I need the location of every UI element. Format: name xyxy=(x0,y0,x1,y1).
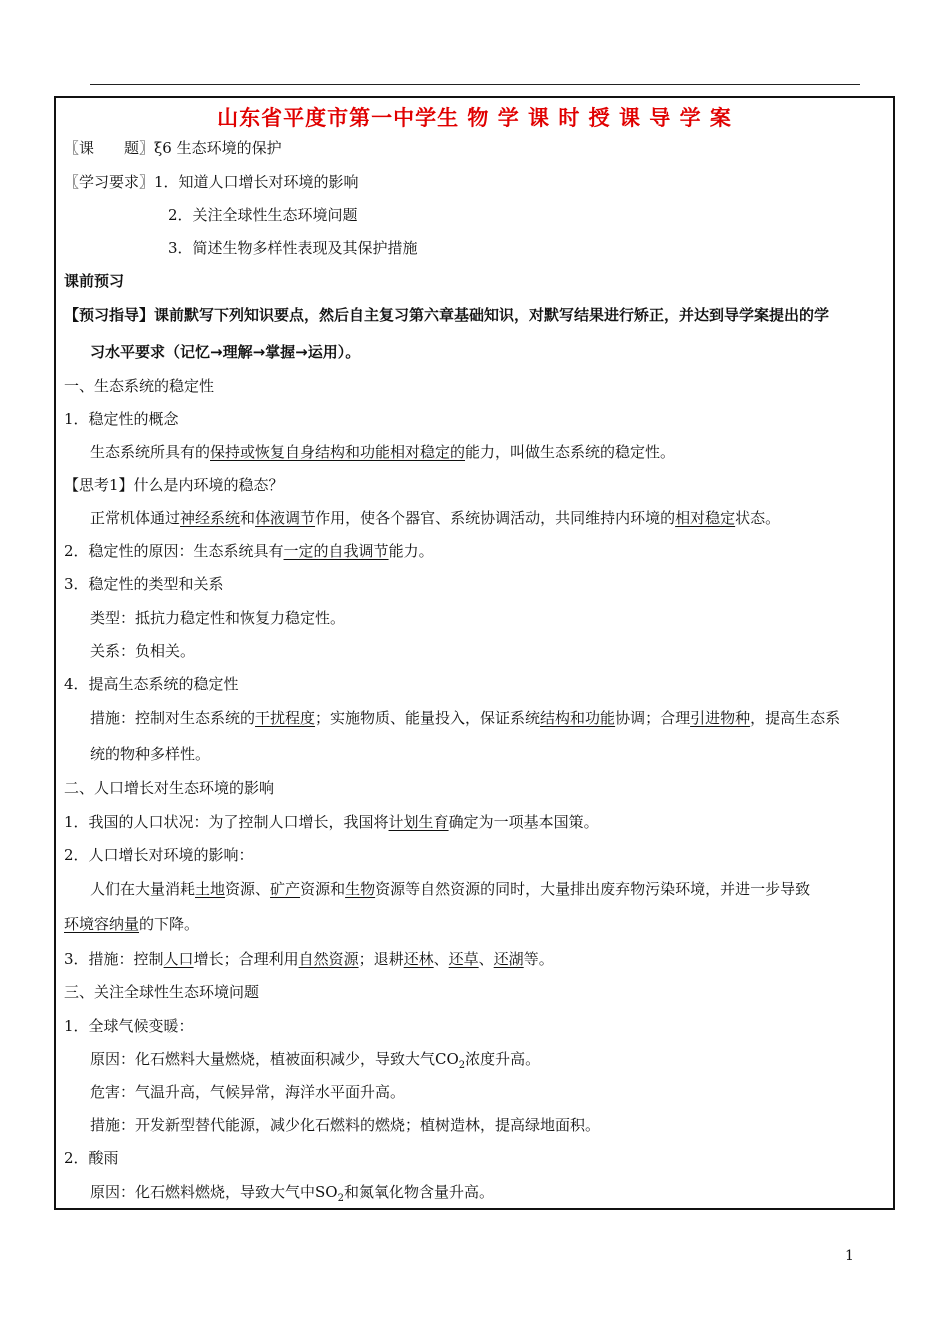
blank-answer: 引进物种 xyxy=(690,709,751,727)
header-rule xyxy=(90,84,860,85)
blank-answer: 生物 xyxy=(345,880,376,898)
population-effects-cont: 环境容纳量的下降。 xyxy=(64,915,200,933)
think-question: 【思考1】什么是内环境的稳态？ xyxy=(64,476,284,494)
requirement-3: 3．简述生物多样性表现及其保护措施 xyxy=(168,239,418,257)
acid-rain-cause: 原因：化石燃料燃烧，导致大气中$SO_2$和氮氧化物含量升高。 xyxy=(90,1183,494,1204)
blank-answer: 还草 xyxy=(448,950,479,968)
blank-answer: 环境容纳量 xyxy=(64,915,140,933)
s1-point-1: 1．稳定性的概念 xyxy=(64,410,179,428)
warming-cause: 原因：化石燃料大量燃烧，植被面积减少，导致大气$CO_2$浓度升高。 xyxy=(90,1050,541,1071)
blank-answer: 保持或恢复自身结构和功能相对稳定的 xyxy=(210,443,466,461)
requirement-2: 2．关注全球性生态环境问题 xyxy=(168,206,358,224)
warming-measure: 措施：开发新型替代能源，减少化石燃料的燃烧；植树造林，提高绿地面积。 xyxy=(90,1116,601,1134)
blank-answer: 还林 xyxy=(403,950,434,968)
requirement-1: 〖学习要求〗1．知道人口增长对环境的影响 xyxy=(64,173,359,191)
stability-types: 类型：抵抗力稳定性和恢复力稳定性。 xyxy=(90,609,346,627)
think-answer: 正常机体通过神经系统和体液调节作用，使各个器官、系统协调活动，共同维持内环境的相对稳定状态。 xyxy=(90,509,781,527)
s1-point-4: 4．提高生态系统的稳定性 xyxy=(64,675,239,693)
population-effects: 人们在大量消耗土地资源、矿产资源和生物资源等自然资源的同时，大量排出废弃物污染环境，并进一步导致 xyxy=(90,880,811,898)
stability-relation: 关系：负相关。 xyxy=(90,642,196,660)
requirement-label: 〖学习要求〗 xyxy=(64,173,155,191)
s3-point-2: 2．酸雨 xyxy=(64,1149,119,1167)
warming-harm: 危害：气温升高，气候异常，海洋水平面升高。 xyxy=(90,1083,406,1101)
blank-answer: 干扰程度 xyxy=(255,709,316,727)
blank-answer: 人口 xyxy=(163,950,194,968)
s2-point-1: 1．我国的人口状况：为了控制人口增长，我国将计划生育确定为一项基本国策。 xyxy=(64,813,599,831)
stability-measures: 措施：控制对生态系统的干扰程度；实施物质、能量投入，保证系统结构和功能协调；合理引进物种，提高生态系 xyxy=(90,709,841,727)
section-1-heading: 一、生态系统的稳定性 xyxy=(64,377,215,395)
section-2-heading: 二、人口增长对生态环境的影响 xyxy=(64,779,275,797)
stability-measures-cont: 统的物种多样性。 xyxy=(90,745,211,763)
blank-answer: 计划生育 xyxy=(388,813,449,831)
s3-point-1: 1．全球气候变暖： xyxy=(64,1017,194,1035)
blank-answer: 神经系统 xyxy=(180,509,241,527)
s1-definition: 生态系统所具有的保持或恢复自身结构和功能相对稳定的能力，叫做生态系统的稳定性。 xyxy=(90,443,676,461)
document-title: 山东省平度市第一中学生 物 学 课 时 授 课 导 学 案 xyxy=(217,106,732,130)
s2-point-2: 2．人口增长对环境的影响： xyxy=(64,846,254,864)
s1-point-3: 3．稳定性的类型和关系 xyxy=(64,575,224,593)
preview-guide-cont: 习水平要求（记忆→理解→掌握→运用）。 xyxy=(90,343,361,361)
blank-answer: 结构和功能 xyxy=(540,709,616,727)
blank-answer: 还湖 xyxy=(493,950,524,968)
preview-guide: 【预习指导】课前默写下列知识要点，然后自主复习第六章基础知识，对默写结果进行矫正，并达到导学案提出的学 xyxy=(64,306,830,324)
preview-heading: 课前预习 xyxy=(64,272,125,290)
s1-point-2: 2．稳定性的原因：生态系统具有一定的自我调节能力。 xyxy=(64,542,434,560)
blank-answer: 体液调节 xyxy=(255,509,316,527)
section-3-heading: 三、关注全球性生态环境问题 xyxy=(64,983,260,1001)
blank-answer: 一定的自我调节 xyxy=(283,542,389,560)
blank-answer: 相对稳定 xyxy=(675,509,736,527)
blank-answer: 矿产 xyxy=(270,880,301,898)
blank-answer: 土地 xyxy=(195,880,226,898)
topic-line: 〖课 题〗ξ6 生态环境的保护 xyxy=(64,139,282,157)
blank-answer: 自然资源 xyxy=(298,950,359,968)
s2-point-3: 3．措施：控制人口增长；合理利用自然资源；退耕还林、还草、还湖等。 xyxy=(64,950,554,968)
page-number: 1 xyxy=(845,1248,854,1264)
lesson-plan-frame xyxy=(54,96,895,1210)
